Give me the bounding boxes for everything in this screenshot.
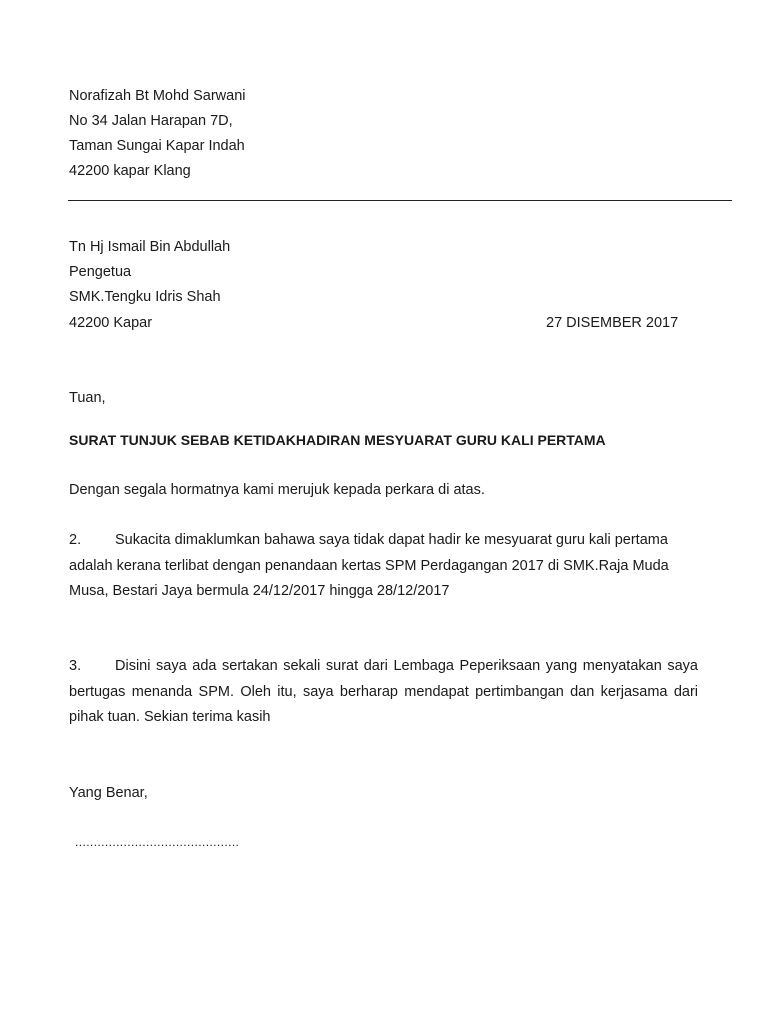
paragraph-2-text: Sukacita dimaklumkan bahawa saya tidak dapat hadir ke mesyuarat guru kali pertama adalah kerana terlibat dengan penandaan kertas SPM Perdagangan 2017 di SMK.Raja Muda Musa, Bestari Jaya bermula 24/12/2017 hingga 28/12/2017 (69, 532, 669, 599)
sender-address-line2: Taman Sungai Kapar Indah (69, 138, 245, 154)
closing: Yang Benar, (69, 785, 148, 801)
letter-date: 27 DISEMBER 2017 (546, 315, 679, 331)
paragraph-3 (69, 654, 698, 731)
salutation: Tuan, (69, 390, 106, 406)
sender-name: Norafizah Bt Mohd Sarwani (69, 88, 246, 104)
sender-address-line1: No 34 Jalan Harapan 7D, (69, 113, 233, 129)
paragraph-2-number: 2. (69, 532, 82, 548)
header-divider (68, 200, 732, 201)
letter-subject: SURAT TUNJUK SEBAB KETIDAKHADIRAN MESYUARAT GURU KALI PERTAMA (69, 432, 606, 448)
recipient-title: Pengetua (69, 264, 132, 280)
opening-sentence: Dengan segala hormatnya kami merujuk kepada perkara di atas. (69, 482, 485, 498)
paragraph-3-text: Disini saya ada sertakan sekali surat dari Lembaga Peperiksaan yang menyatakan saya bertugas menanda SPM. Oleh itu, saya berharap mendapat pertimbangan dan kerjasama dari pihak tuan. Sekian terima kasih (69, 658, 698, 725)
recipient-school: SMK.Tengku Idris Shah (69, 289, 221, 305)
paragraph-2 (69, 528, 698, 605)
signature-line: ............................................ (75, 835, 240, 849)
sender-address-line3: 42200 kapar Klang (69, 163, 191, 179)
recipient-name: Tn Hj Ismail Bin Abdullah (69, 239, 231, 255)
paragraph-3-number: 3. (69, 658, 82, 674)
recipient-address: 42200 Kapar (69, 315, 153, 331)
